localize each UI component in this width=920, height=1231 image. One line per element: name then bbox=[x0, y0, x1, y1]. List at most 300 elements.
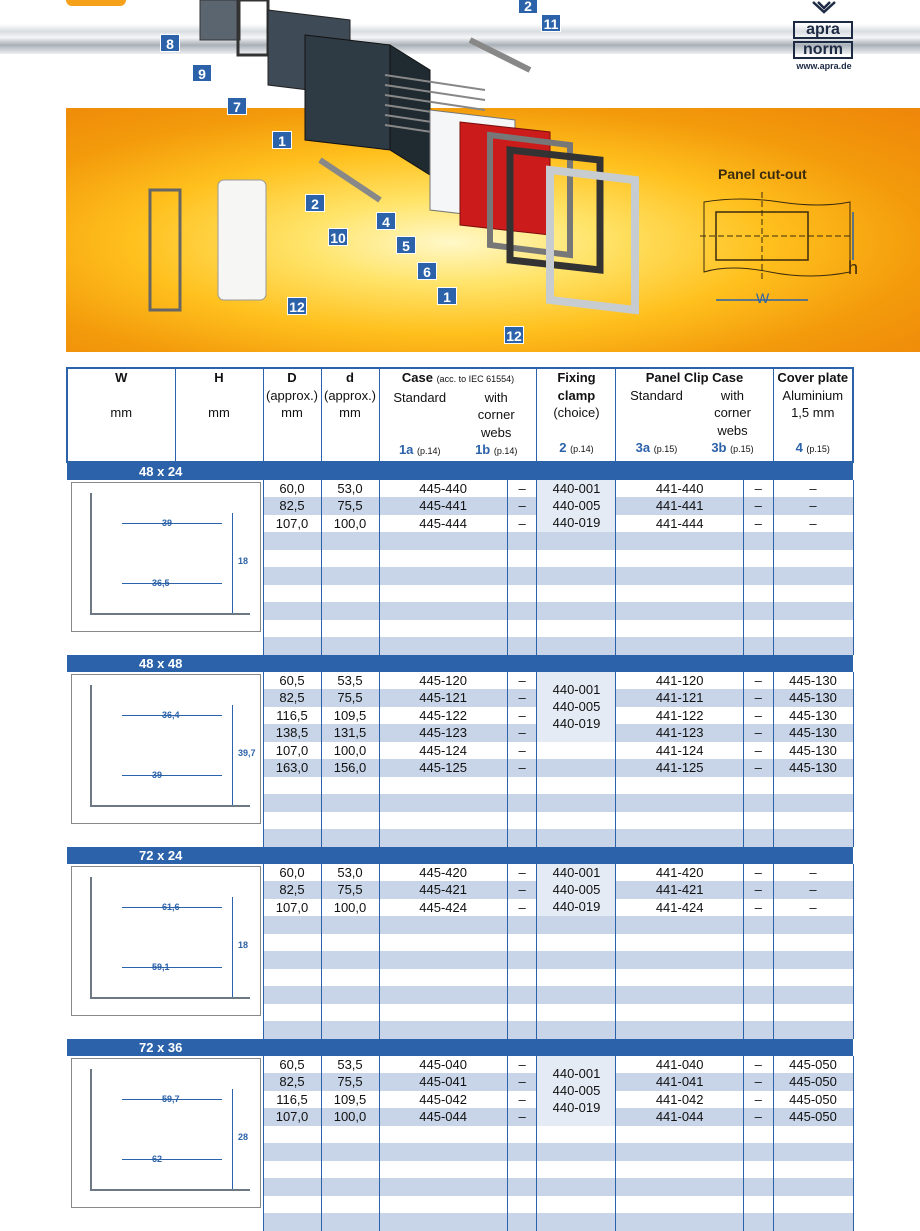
cell-clip_webs: – bbox=[743, 899, 773, 917]
cell-case_webs bbox=[507, 934, 537, 952]
cell-fixing-empty bbox=[537, 1178, 616, 1196]
cell-clip_webs bbox=[743, 1126, 773, 1144]
cell-fixing-empty bbox=[537, 1196, 616, 1214]
cell-clip_std bbox=[616, 1004, 743, 1022]
col-case: Case (acc. to IEC 61554) Standard 1a (p.14) with corner webs 1b (p.14) bbox=[379, 368, 537, 462]
section-header bbox=[67, 655, 853, 672]
product-table bbox=[66, 367, 854, 1231]
cell-case_webs bbox=[507, 986, 537, 1004]
cell-clip_webs bbox=[743, 1196, 773, 1214]
callout-4: 4 bbox=[376, 212, 396, 230]
clamp-1: 440-001 bbox=[552, 682, 601, 697]
cell-cover: 445-130 bbox=[773, 724, 853, 742]
cell-fixing-clamp bbox=[537, 480, 616, 533]
cell-case_webs: – bbox=[507, 515, 537, 533]
cell-cover bbox=[773, 620, 853, 638]
callout-1b: 1 bbox=[437, 287, 457, 305]
cell-case_webs: – bbox=[507, 672, 537, 690]
col-d-lower: d (approx.) mm bbox=[321, 368, 379, 462]
dim-label-1: 36,4 bbox=[162, 709, 180, 720]
cell-d_upper bbox=[263, 1213, 321, 1231]
cell-d_upper: 107,0 bbox=[263, 899, 321, 917]
clamp-2: 440-005 bbox=[552, 882, 601, 898]
cell-fixing-clamp bbox=[537, 672, 616, 742]
cell-case_std: 445-125 bbox=[379, 759, 507, 777]
dim-label-1: 61,6 bbox=[162, 901, 180, 912]
callout-1: 1 bbox=[272, 131, 292, 149]
cell-fixing-clamp bbox=[537, 1056, 616, 1126]
cell-d_lower: 100,0 bbox=[321, 742, 379, 760]
cell-cover: – bbox=[773, 497, 853, 515]
cell-d_lower bbox=[321, 794, 379, 812]
cell-clip_std bbox=[616, 829, 743, 847]
cell-cover bbox=[773, 1004, 853, 1022]
cell-clip_webs bbox=[743, 951, 773, 969]
cell-clip_std bbox=[616, 1213, 743, 1231]
cell-d_upper bbox=[263, 829, 321, 847]
cell-d_lower bbox=[321, 620, 379, 638]
cell-d_lower bbox=[321, 602, 379, 620]
cell-clip_std bbox=[616, 585, 743, 603]
cell-case_std bbox=[379, 951, 507, 969]
cell-case_std bbox=[379, 1126, 507, 1144]
dim-label-1: 39 bbox=[162, 517, 173, 528]
cell-case_webs bbox=[507, 916, 537, 934]
cell-cover bbox=[773, 916, 853, 934]
cell-case_webs bbox=[507, 812, 537, 830]
cell-case_std bbox=[379, 1143, 507, 1161]
cell-fixing-clamp bbox=[537, 864, 616, 917]
cell-clip_webs bbox=[743, 1021, 773, 1039]
cell-fixing-empty bbox=[537, 1161, 616, 1179]
callout-2: 2 bbox=[305, 194, 325, 212]
cell-d_lower: 75,5 bbox=[321, 881, 379, 899]
cell-d_upper: 60,0 bbox=[263, 864, 321, 882]
cell-cover: 445-050 bbox=[773, 1056, 853, 1074]
profile-drawing bbox=[67, 864, 263, 1039]
cell-clip_webs: – bbox=[743, 864, 773, 882]
section-title: 48 x 24 bbox=[67, 462, 853, 480]
cell-clip_std: 441-424 bbox=[616, 899, 743, 917]
cell-fixing-empty bbox=[537, 1126, 616, 1144]
cell-d_lower bbox=[321, 1143, 379, 1161]
cell-clip_webs bbox=[743, 1178, 773, 1196]
cell-d_lower bbox=[321, 829, 379, 847]
cell-case_std bbox=[379, 1213, 507, 1231]
cell-clip_std: 441-044 bbox=[616, 1108, 743, 1126]
cell-case_std bbox=[379, 1178, 507, 1196]
profile-drawing bbox=[67, 1056, 263, 1231]
callout-6: 6 bbox=[417, 262, 437, 280]
cell-d_upper bbox=[263, 637, 321, 655]
cell-case_std bbox=[379, 969, 507, 987]
cell-case_std bbox=[379, 1161, 507, 1179]
cell-case_webs: – bbox=[507, 724, 537, 742]
cell-clip_webs bbox=[743, 532, 773, 550]
cell-d_lower: 100,0 bbox=[321, 515, 379, 533]
table-body bbox=[67, 462, 853, 1231]
cell-case_webs bbox=[507, 567, 537, 585]
cell-fixing-empty bbox=[537, 567, 616, 585]
cell-d_lower bbox=[321, 1213, 379, 1231]
cell-case_webs: – bbox=[507, 1108, 537, 1126]
clamp-3: 440-019 bbox=[552, 899, 601, 915]
logo-url: www.apra.de bbox=[796, 61, 852, 71]
callout-11: 11 bbox=[541, 14, 561, 32]
cell-fixing-empty bbox=[537, 794, 616, 812]
cell-d_lower bbox=[321, 1004, 379, 1022]
cell-clip_webs: – bbox=[743, 759, 773, 777]
table-row bbox=[67, 864, 853, 882]
clamp-1: 440-001 bbox=[552, 481, 601, 497]
cell-d_lower: 53,5 bbox=[321, 672, 379, 690]
section-header bbox=[67, 1039, 853, 1056]
cell-case_webs: – bbox=[507, 497, 537, 515]
cell-case_std: 445-420 bbox=[379, 864, 507, 882]
dim-line-2 bbox=[122, 967, 222, 968]
cell-cover bbox=[773, 1213, 853, 1231]
cell-clip_webs bbox=[743, 986, 773, 1004]
cell-d_upper bbox=[263, 812, 321, 830]
clamp-2: 440-005 bbox=[552, 699, 601, 714]
cell-case_std bbox=[379, 532, 507, 550]
cell-d_upper bbox=[263, 602, 321, 620]
profile-edge bbox=[90, 877, 92, 997]
apra-logo bbox=[793, 0, 855, 72]
cell-d_lower bbox=[321, 986, 379, 1004]
profile-drawing bbox=[67, 480, 263, 655]
cutout-w-label: W bbox=[756, 290, 770, 306]
cell-fixing-empty bbox=[537, 969, 616, 987]
profile-edge bbox=[90, 493, 92, 613]
cell-clip_webs bbox=[743, 1213, 773, 1231]
cell-d_lower bbox=[321, 532, 379, 550]
cell-case_webs bbox=[507, 794, 537, 812]
cell-case_std bbox=[379, 794, 507, 812]
cell-clip_webs: – bbox=[743, 707, 773, 725]
cell-cover bbox=[773, 812, 853, 830]
cell-fixing-empty bbox=[537, 916, 616, 934]
section-profile bbox=[71, 1058, 261, 1208]
cell-d_lower bbox=[321, 1161, 379, 1179]
cell-case_std bbox=[379, 602, 507, 620]
cell-cover: – bbox=[773, 899, 853, 917]
cell-cover bbox=[773, 794, 853, 812]
cell-case_std: 445-124 bbox=[379, 742, 507, 760]
section-profile bbox=[71, 674, 261, 824]
cell-d_upper: 82,5 bbox=[263, 689, 321, 707]
cell-cover: – bbox=[773, 480, 853, 498]
cell-cover: 445-050 bbox=[773, 1091, 853, 1109]
cell-fixing-empty bbox=[537, 1143, 616, 1161]
cell-fixing-empty bbox=[537, 934, 616, 952]
cell-case_std: 445-122 bbox=[379, 707, 507, 725]
section-profile bbox=[71, 866, 261, 1016]
cell-clip_std: 441-125 bbox=[616, 759, 743, 777]
cell-case_webs: – bbox=[507, 1091, 537, 1109]
cell-fixing-empty bbox=[537, 986, 616, 1004]
cell-case_webs bbox=[507, 951, 537, 969]
cell-clip_webs: – bbox=[743, 724, 773, 742]
logo-mark-icon bbox=[809, 0, 839, 14]
cell-d_upper bbox=[263, 567, 321, 585]
cell-case_webs bbox=[507, 1213, 537, 1231]
cell-clip_webs: – bbox=[743, 689, 773, 707]
cell-clip_webs: – bbox=[743, 881, 773, 899]
cell-clip_std bbox=[616, 934, 743, 952]
cell-fixing-empty bbox=[537, 532, 616, 550]
dim-label-2: 59,1 bbox=[152, 961, 170, 972]
dim-label-3: 39,7 bbox=[238, 747, 256, 758]
cell-fixing-empty bbox=[537, 812, 616, 830]
cell-case_webs bbox=[507, 585, 537, 603]
cell-case_webs: – bbox=[507, 881, 537, 899]
cell-d_lower bbox=[321, 951, 379, 969]
cell-cover bbox=[773, 532, 853, 550]
section-header bbox=[67, 462, 853, 480]
cell-d_lower bbox=[321, 585, 379, 603]
section-title: 72 x 36 bbox=[67, 1039, 853, 1056]
cell-clip_std bbox=[616, 1126, 743, 1144]
cell-d_upper bbox=[263, 1004, 321, 1022]
cell-case_std bbox=[379, 777, 507, 795]
cell-clip_std bbox=[616, 1196, 743, 1214]
cell-case_webs: – bbox=[507, 480, 537, 498]
profile-base bbox=[90, 1189, 250, 1191]
cell-clip_std: 441-421 bbox=[616, 881, 743, 899]
cell-d_lower bbox=[321, 1196, 379, 1214]
cell-cover: 445-130 bbox=[773, 672, 853, 690]
cell-d_lower bbox=[321, 1021, 379, 1039]
cell-fixing-empty bbox=[537, 620, 616, 638]
cell-clip_std bbox=[616, 550, 743, 568]
cell-fixing-empty bbox=[537, 1004, 616, 1022]
cell-d_upper bbox=[263, 969, 321, 987]
cell-cover bbox=[773, 602, 853, 620]
table-row bbox=[67, 480, 853, 498]
cell-case_std bbox=[379, 1021, 507, 1039]
panel-cutout bbox=[700, 164, 870, 314]
dim-label-1: 59,7 bbox=[162, 1093, 180, 1104]
cell-cover bbox=[773, 986, 853, 1004]
cell-case_std bbox=[379, 829, 507, 847]
cell-d_upper bbox=[263, 1021, 321, 1039]
cell-fixing-empty bbox=[537, 777, 616, 795]
cell-d_upper bbox=[263, 986, 321, 1004]
cell-d_upper: 82,5 bbox=[263, 497, 321, 515]
cell-case_webs: – bbox=[507, 707, 537, 725]
cell-clip_std bbox=[616, 620, 743, 638]
dim-line-3 bbox=[232, 705, 233, 805]
cell-d_upper bbox=[263, 550, 321, 568]
cell-case_std: 445-444 bbox=[379, 515, 507, 533]
cell-case_webs: – bbox=[507, 742, 537, 760]
cell-case_std: 445-042 bbox=[379, 1091, 507, 1109]
cell-d_upper: 163,0 bbox=[263, 759, 321, 777]
cell-d_upper bbox=[263, 1178, 321, 1196]
cell-clip_std bbox=[616, 777, 743, 795]
cell-clip_std bbox=[616, 812, 743, 830]
cell-clip_std: 441-041 bbox=[616, 1073, 743, 1091]
cell-clip_std bbox=[616, 532, 743, 550]
cell-cover bbox=[773, 585, 853, 603]
logo-line2: norm bbox=[793, 41, 853, 59]
cell-d_upper bbox=[263, 794, 321, 812]
cell-d_upper bbox=[263, 620, 321, 638]
cell-d_lower bbox=[321, 1178, 379, 1196]
dim-label-3: 18 bbox=[238, 555, 249, 566]
cell-case_webs bbox=[507, 1021, 537, 1039]
cell-case_webs bbox=[507, 620, 537, 638]
cell-clip_std: 441-120 bbox=[616, 672, 743, 690]
cell-clip_std bbox=[616, 602, 743, 620]
cell-d_lower: 100,0 bbox=[321, 1108, 379, 1126]
cell-fixing-empty bbox=[537, 1021, 616, 1039]
cell-clip_webs: – bbox=[743, 742, 773, 760]
cell-d_lower bbox=[321, 934, 379, 952]
cell-case_webs: – bbox=[507, 1056, 537, 1074]
cell-case_webs bbox=[507, 532, 537, 550]
cell-case_webs: – bbox=[507, 899, 537, 917]
dim-label-3: 28 bbox=[238, 1131, 249, 1142]
cell-clip_std bbox=[616, 1178, 743, 1196]
cell-case_webs bbox=[507, 1161, 537, 1179]
cell-d_upper: 82,5 bbox=[263, 1073, 321, 1091]
cell-clip_webs bbox=[743, 794, 773, 812]
cell-fixing-empty bbox=[537, 637, 616, 655]
cell-case_webs bbox=[507, 777, 537, 795]
cell-case_std: 445-123 bbox=[379, 724, 507, 742]
cell-cover bbox=[773, 969, 853, 987]
col-h: H mm bbox=[175, 368, 263, 462]
dim-label-3: 18 bbox=[238, 939, 249, 950]
cell-d_upper: 107,0 bbox=[263, 742, 321, 760]
cell-fixing-empty bbox=[537, 550, 616, 568]
cell-d_upper bbox=[263, 1143, 321, 1161]
callout-12b: 12 bbox=[504, 326, 524, 344]
cell-case_std bbox=[379, 1196, 507, 1214]
callout-5: 5 bbox=[396, 236, 416, 254]
cell-clip_webs bbox=[743, 969, 773, 987]
clamp-2: 440-005 bbox=[552, 498, 601, 514]
cell-clip_webs bbox=[743, 812, 773, 830]
cell-case_std: 445-440 bbox=[379, 480, 507, 498]
cell-case_webs: – bbox=[507, 759, 537, 777]
cell-clip_webs bbox=[743, 567, 773, 585]
cell-case_webs bbox=[507, 602, 537, 620]
cell-d_upper bbox=[263, 1196, 321, 1214]
cell-clip_std: 441-122 bbox=[616, 707, 743, 725]
cell-d_lower: 75,5 bbox=[321, 497, 379, 515]
dim-label-2: 62 bbox=[152, 1153, 163, 1164]
dim-label-2: 39 bbox=[152, 769, 163, 780]
cell-case_webs: – bbox=[507, 864, 537, 882]
cell-cover bbox=[773, 1126, 853, 1144]
cell-clip_std: 441-441 bbox=[616, 497, 743, 515]
cell-cover bbox=[773, 1021, 853, 1039]
cell-clip_std bbox=[616, 969, 743, 987]
section-profile bbox=[71, 482, 261, 632]
cell-d_lower bbox=[321, 812, 379, 830]
callout-9: 9 bbox=[192, 64, 212, 82]
cell-fixing-empty bbox=[537, 602, 616, 620]
cell-cover bbox=[773, 637, 853, 655]
cell-d_upper bbox=[263, 916, 321, 934]
cell-clip_webs bbox=[743, 934, 773, 952]
cell-clip_std: 441-124 bbox=[616, 742, 743, 760]
cell-d_lower bbox=[321, 1126, 379, 1144]
cell-cover: – bbox=[773, 515, 853, 533]
cell-d_upper: 107,0 bbox=[263, 1108, 321, 1126]
cell-case_webs bbox=[507, 829, 537, 847]
clamp-1: 440-001 bbox=[552, 865, 601, 881]
dim-label-2: 36,5 bbox=[152, 577, 170, 588]
cell-clip_webs bbox=[743, 1161, 773, 1179]
cell-d_upper bbox=[263, 934, 321, 952]
cell-d_lower: 156,0 bbox=[321, 759, 379, 777]
cell-d_upper: 60,5 bbox=[263, 672, 321, 690]
cell-cover bbox=[773, 951, 853, 969]
cell-clip_std: 441-042 bbox=[616, 1091, 743, 1109]
callout-10: 10 bbox=[328, 228, 348, 246]
cell-clip_std: 441-420 bbox=[616, 864, 743, 882]
cell-case_std bbox=[379, 585, 507, 603]
cell-d_upper: 60,0 bbox=[263, 480, 321, 498]
cell-d_upper bbox=[263, 777, 321, 795]
cell-cover bbox=[773, 934, 853, 952]
cell-d_upper bbox=[263, 1161, 321, 1179]
cell-d_upper bbox=[263, 951, 321, 969]
cell-d_upper: 60,5 bbox=[263, 1056, 321, 1074]
callout-2b: 2 bbox=[518, 0, 538, 14]
cell-case_std: 445-421 bbox=[379, 881, 507, 899]
cell-clip_webs bbox=[743, 1004, 773, 1022]
logo-line1: apra bbox=[793, 21, 853, 39]
cell-clip_std: 441-444 bbox=[616, 515, 743, 533]
clamp-3: 440-019 bbox=[552, 716, 601, 731]
cutout-h-label: h bbox=[848, 258, 859, 278]
cell-case_webs bbox=[507, 1143, 537, 1161]
cell-d_lower: 109,5 bbox=[321, 1091, 379, 1109]
cell-case_std bbox=[379, 637, 507, 655]
cell-case_webs bbox=[507, 1178, 537, 1196]
cell-d_lower: 131,5 bbox=[321, 724, 379, 742]
cell-clip_webs bbox=[743, 550, 773, 568]
cell-d_upper bbox=[263, 585, 321, 603]
cell-clip_webs: – bbox=[743, 1056, 773, 1074]
cell-d_upper: 107,0 bbox=[263, 515, 321, 533]
cell-case_std bbox=[379, 934, 507, 952]
cell-d_lower bbox=[321, 969, 379, 987]
cell-clip_webs bbox=[743, 916, 773, 934]
cell-d_lower: 53,0 bbox=[321, 864, 379, 882]
cell-d_upper: 116,5 bbox=[263, 707, 321, 725]
cell-case_webs bbox=[507, 550, 537, 568]
cell-case_webs bbox=[507, 969, 537, 987]
dim-line-3 bbox=[232, 897, 233, 997]
cell-cover: – bbox=[773, 881, 853, 899]
cell-fixing-empty bbox=[537, 585, 616, 603]
cell-d_upper: 116,5 bbox=[263, 1091, 321, 1109]
col-cover: Cover plate Aluminium 1,5 mm 4 (p.15) bbox=[773, 368, 853, 462]
col-panel-clip: Panel Clip Case Standard 3a (p.15) with corner webs 3b (p.15) bbox=[616, 368, 773, 462]
section-title: 72 x 24 bbox=[67, 847, 853, 864]
cell-clip_webs: – bbox=[743, 1108, 773, 1126]
cell-clip_webs: – bbox=[743, 1091, 773, 1109]
dim-line-2 bbox=[122, 775, 222, 776]
dim-line-2 bbox=[122, 583, 222, 584]
cell-d_lower: 53,5 bbox=[321, 1056, 379, 1074]
